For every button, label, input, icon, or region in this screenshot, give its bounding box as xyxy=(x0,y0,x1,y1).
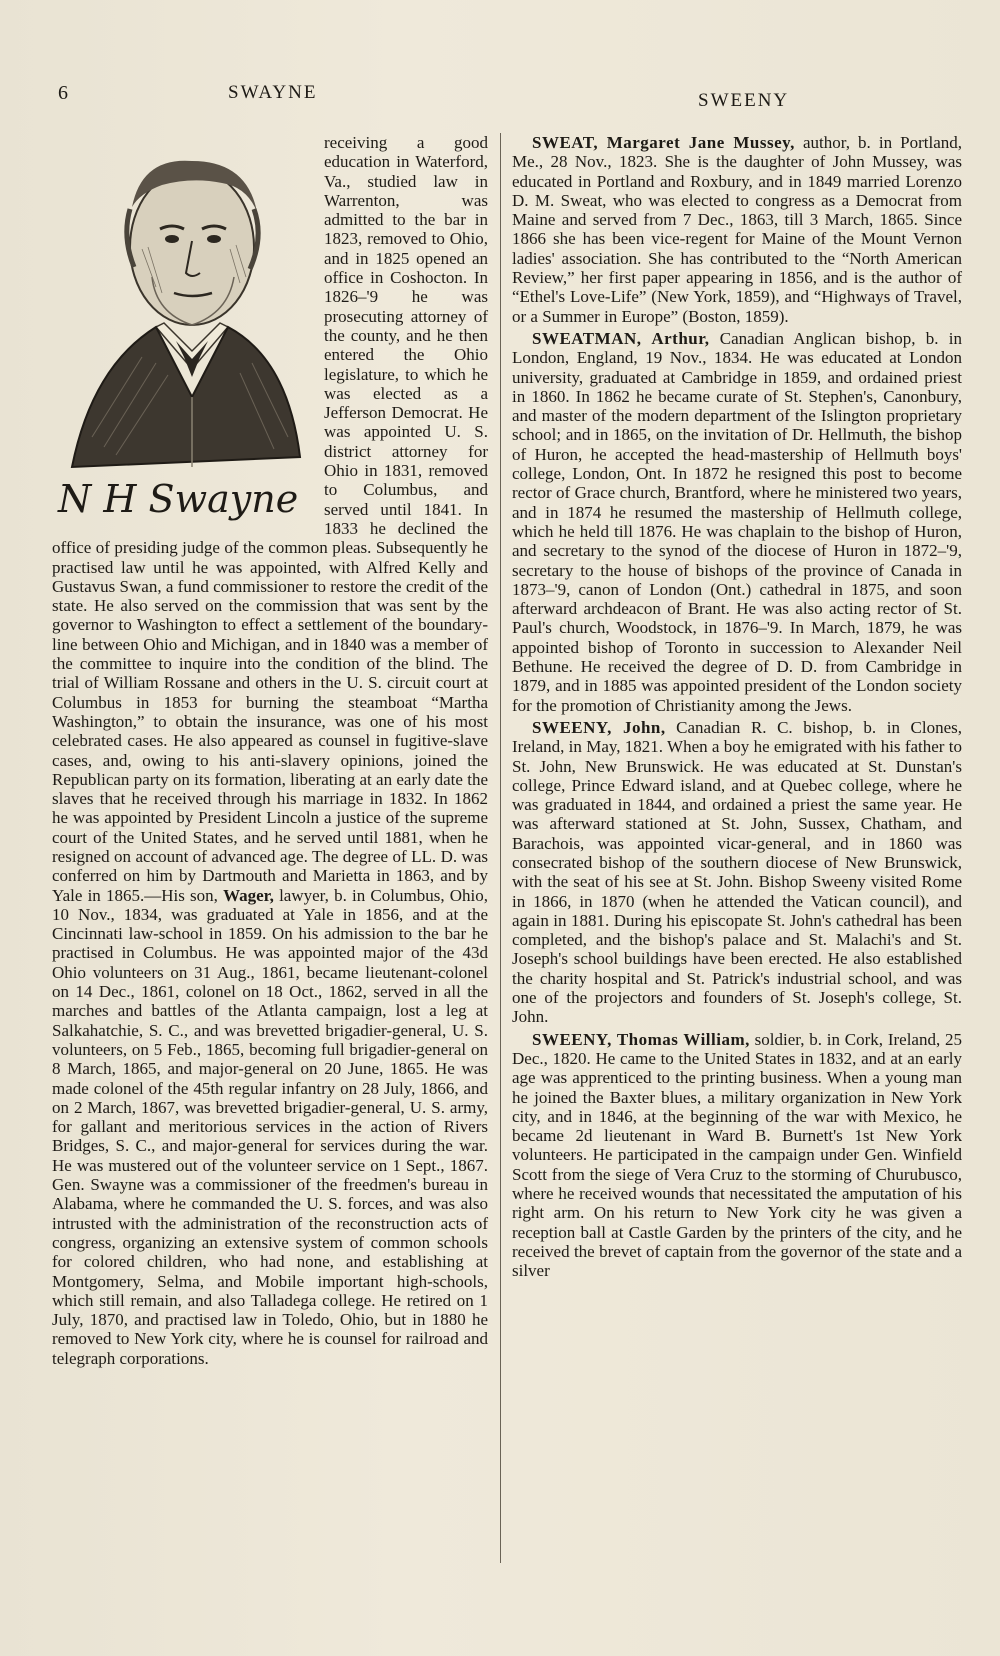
entry-sweat xyxy=(512,133,962,326)
signature: N H Swayne xyxy=(58,477,299,521)
entry-name: SWEENY, Thomas William, xyxy=(532,1029,750,1049)
right-running-head: SWEENY xyxy=(698,90,790,111)
entry-text: Canadian R. C. bishop, b. in Clones, Ireland, in May, 1821. When a boy he emigrated with his father to St. John, New Brunswick. He was educated at St. Dunstan's college, Prince Edward island, and at Quebec college, where he was graduated in 1844, and ordained a priest the same year. He was afterward stationed at St. John, Sussex, Chatham, and Barachois, was appointed vicar-general, and in 1860 was consecrated bishop of the southern diocese of New Brunswick, with the seat of his see at St. John. Bishop Sweeny visited Rome in 1866, in 1870 (when he attended the Vatican council), and again in 1881. During his episcopate St. John's cathedral has been completed, and the bishop's palace and St. Malachi's and St. Joseph's school buildings have been erected. He also established the charity hospital and St. Patrick's industrial school, and was one of the projectors and founders of St. Joseph's college, St. John. xyxy=(512,717,962,1027)
entry-sweeny-john xyxy=(512,718,962,1027)
entry-text: Canadian Anglican bishop, b. in London, England, 19 Nov., 1834. He was educated at London university, graduated at Cambridge in 1859, and ordained priest in 1860. In 1862 he became curate of St. Stephen's, Canonbury, and master of the modern department of the Islington proprietary school; and in 1865, on the invitation of Dr. Hellmuth, the bishop of Huron, he accepted the head-mastership of Hellmuth boys' college, London, Ont. In 1872 he resigned this post to become rector of Grace church, Brantford, where he ministered two years, and in 1874 he resumed the mastership of Hellmuth college, which he held till 1876. He was chaplain to the bishop of Huron, and secretary to the synod of the diocese of Huron in 1872–'9, secretary to the house of bishops of the province of Canada in 1873–'9, canon of London (Ont.) cathedral in 1875, and soon afterward archdeacon of Brant. He was also acting rector of St. Paul's church, Woodstock, in 1876–'9. In March, 1879, he was appointed bishop of Toronto in succession to Alexander Neil Bethune. He received the degree of D. D. from Cambridge in 1879, and in 1885 was appointed president of the London society for the promotion of Christianity among the Jews. xyxy=(512,328,962,715)
portrait-engraving xyxy=(52,137,314,529)
left-running-head: SWAYNE xyxy=(228,82,318,103)
swayne-text: receiving a good education in Waterford, Va., studied law in Warrenton, was admitted to the bar in 1823, removed to Ohio, and in 1825 opened an office in Coshocton. In 1826–'9 he was prosecuting attorney of the county, and he then entered the Ohio legislature, to which he was elected as a Jefferson Democrat. He was appointed U. S. district attorney for Ohio in 1831, removed to Columbus, and served until 1841. In 1833 he declined the office of presiding judge of the common pleas. Subsequently he practised law until he was appointed, with Alfred Kelly and Gustavus Swan, a fund commissioner to restore the credit of the state. He also served on the commission that was sent by the governor to Washington to effect a settlement of the boundary-line between Ohio and Michigan, and in 1840 was a member of the committee to inquire into the condition of the blind. The trial of William Rossane and others in the U. S. circuit court at Columbus in 1853 for burning the steamboat “Martha Washington,” to obtain the insurance, was one of his most celebrated cases. He also appeared as counsel in fugitive-slave cases, and, owing to his anti-slavery opinions, joined the Republican party on its formation, liberating at an early date the slaves that he received through his marriage in 1832. In 1862 he was appointed by President Lincoln a justice of the supreme court of the United States, and he served until 1881, when he resigned on account of advanced age. The degree of LL. D. was conferred on him by Dartmouth and Marietta in 1863, and by Yale in 1865.—His son, xyxy=(52,133,488,905)
entry-name: SWEATMAN, Arthur, xyxy=(532,328,710,348)
entry-sweeny-thomas xyxy=(512,1030,962,1281)
swayne-entry xyxy=(52,133,488,1368)
left-column xyxy=(52,133,488,1368)
entry-text: soldier, b. in Cork, Ireland, 25 Dec., 1820. He came to the United States in 1832, and at an early age was apprenticed to the printing business. When a young man he joined the Baxter blues, a military organization in New York city, and in 1846, at the beginning of the war with Mexico, he became 2d lieutenant in Ward B. Burnett's 1st New York volunteers. He participated in the campaign under Gen. Winfield Scott from the siege of Vera Cruz to the storming of Churubusco, where he received wounds that necessitated the amputation of his right arm. On his return to New York city he was given a reception ball at Castle Garden by the printers of the city, and he received the brevet of captain from the governor of the state and a silver xyxy=(512,1029,963,1281)
column-divider xyxy=(500,133,501,1563)
entry-text: author, b. in Portland, Me., 28 Nov., 1823. She is the daughter of John Mussey, was educated in Portland and Roxbury, and in 1849 married Lorenzo D. M. Sweat, who was elected to congress as a Democrat from Maine and served from 7 Dec., 1863, till 3 March, 1865. Since 1866 she has been vice-regent for Maine of the Mount Vernon ladies' association. She has contributed to the “North American Review,” her first paper appearing in 1856, and is the author of “Ethel's Love-Life” (New York, 1859), and “Highways of Travel, or a Summer in Europe” (Boston, 1859). xyxy=(512,133,962,326)
son-name: Wager, xyxy=(223,885,274,905)
entry-name: SWEENY, John, xyxy=(532,717,666,737)
entry-sweatman xyxy=(512,329,962,715)
portrait-figure xyxy=(52,137,314,529)
swayne-son-text: lawyer, b. in Columbus, Ohio, 10 Nov., 1834, was graduated at Yale in 1856, and at the Cincinnati law-school in 1859. On his admission to the bar he practised in Columbus. He was appointed major of the 43d Ohio volunteers on 31 Aug., 1861, became lieutenant-colonel on 14 Dec., 1861, colonel on 18 Oct., 1862, served in all the marches and battles of the Atlanta campaign, lost a leg at Salkahatchie, S. C., and was brevetted brigadier-general, U. S. volunteers, on 5 Feb., 1865, becoming full brigadier-general on 8 March, 1865, and major-general on 20 June, 1865. He was made colonel of the 45th regular infantry on 28 July, 1866, and on 2 March, 1867, was brevetted brigadier-general, U. S. army, for gallant and meritorious services in the action of Rivers Bridges, S. C., and major-general for services during the war. He was mustered out of the volunteer service on 1 Sept., 1867. Gen. Swayne was a commissioner of the freedmen's bureau in Alabama, where he commanded the U. S. forces, and was also intrusted with the administration of the reconstruction acts of congress, organizing an extensive system of common schools for colored children, who had none, and establishing at Montgomery, Selma, and Mobile important high-schools, which still remain, and also Talladega college. He retired on 1 July, 1870, and practised law in Toledo, Ohio, but in 1880 he removed to New York city, where he is counsel for railroad and telegraph corporations. xyxy=(52,885,488,1368)
page-number: 6 xyxy=(58,82,70,104)
right-column xyxy=(512,133,962,1281)
entry-name: SWEAT, Margaret Jane Mussey, xyxy=(532,133,795,152)
